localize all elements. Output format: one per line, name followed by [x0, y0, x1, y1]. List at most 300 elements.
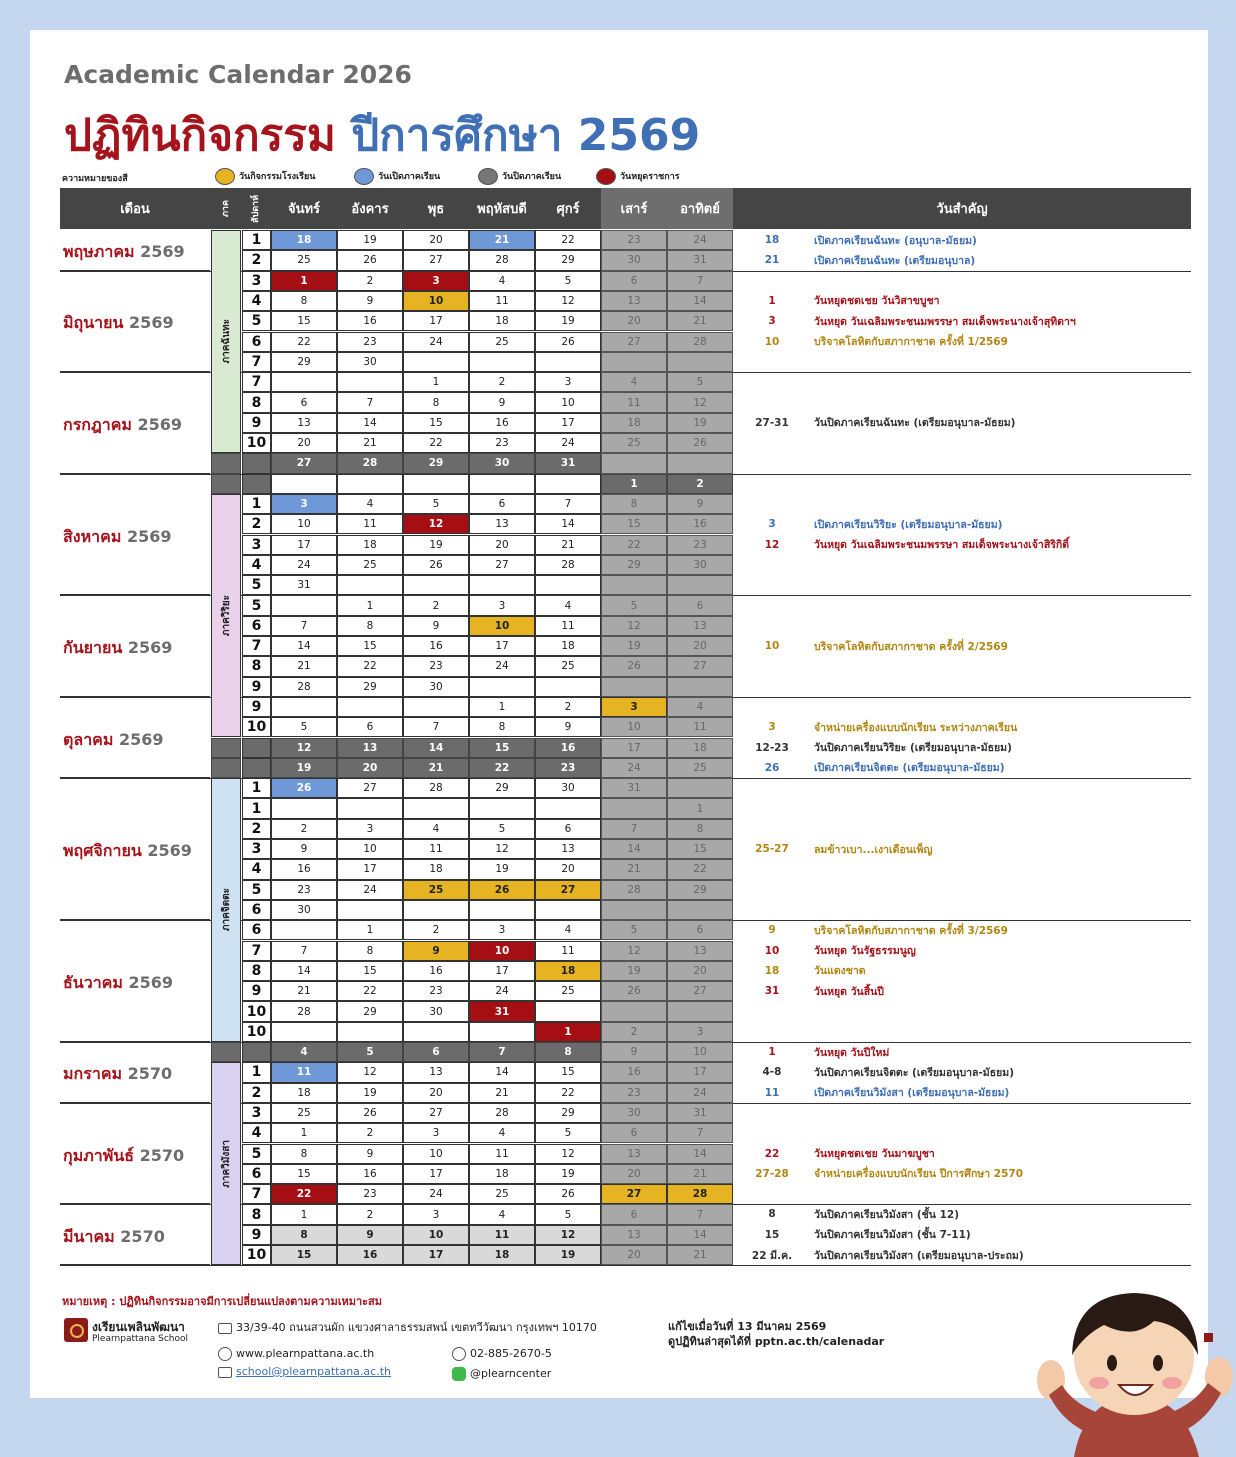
day-cell[interactable]: 5 — [337, 1042, 403, 1062]
day-cell[interactable]: 17 — [535, 413, 601, 433]
day-cell[interactable]: 12 — [601, 616, 667, 636]
day-cell[interactable]: 31 — [667, 250, 733, 270]
day-cell[interactable]: 21 — [271, 981, 337, 1001]
day-cell[interactable]: 6 — [601, 271, 667, 291]
day-cell[interactable] — [271, 372, 337, 392]
day-cell[interactable]: 29 — [337, 1001, 403, 1021]
day-cell[interactable]: 14 — [601, 839, 667, 859]
day-cell[interactable]: 6 — [403, 1042, 469, 1062]
day-cell[interactable]: 15 — [337, 961, 403, 981]
day-cell[interactable] — [535, 798, 601, 818]
day-cell[interactable]: 13 — [403, 1062, 469, 1082]
day-cell[interactable]: 2 — [337, 1204, 403, 1224]
day-cell[interactable]: 30 — [469, 453, 535, 473]
day-cell[interactable]: 13 — [601, 1225, 667, 1245]
day-cell[interactable]: 28 — [469, 250, 535, 270]
day-cell[interactable]: 5 — [535, 1123, 601, 1143]
day-cell[interactable]: 21 — [337, 433, 403, 453]
day-cell[interactable]: 23 — [601, 1083, 667, 1103]
day-cell[interactable]: 3 — [469, 595, 535, 615]
day-cell[interactable]: 19 — [469, 859, 535, 879]
day-cell[interactable]: 21 — [535, 535, 601, 555]
day-cell[interactable]: 10 — [469, 616, 535, 636]
day-cell[interactable]: 9 — [271, 839, 337, 859]
day-cell[interactable]: 5 — [403, 494, 469, 514]
day-cell[interactable]: 9 — [337, 1225, 403, 1245]
day-cell[interactable] — [535, 352, 601, 372]
day-cell[interactable]: 28 — [271, 1001, 337, 1021]
day-cell[interactable]: 11 — [601, 392, 667, 412]
day-cell[interactable] — [601, 575, 667, 595]
day-cell[interactable]: 10 — [403, 291, 469, 311]
day-cell[interactable]: 11 — [535, 616, 601, 636]
day-cell[interactable]: 11 — [337, 514, 403, 534]
day-cell[interactable] — [535, 900, 601, 920]
day-cell[interactable]: 15 — [271, 1245, 337, 1265]
day-cell[interactable]: 1 — [469, 697, 535, 717]
day-cell[interactable]: 25 — [271, 1103, 337, 1123]
day-cell[interactable]: 29 — [667, 880, 733, 900]
day-cell[interactable]: 25 — [469, 332, 535, 352]
day-cell[interactable] — [667, 575, 733, 595]
day-cell[interactable]: 10 — [271, 514, 337, 534]
day-cell[interactable]: 8 — [337, 616, 403, 636]
day-cell[interactable]: 7 — [667, 1204, 733, 1224]
day-cell[interactable]: 3 — [403, 271, 469, 291]
day-cell[interactable] — [469, 474, 535, 494]
day-cell[interactable] — [601, 900, 667, 920]
day-cell[interactable]: 6 — [469, 494, 535, 514]
day-cell[interactable]: 7 — [403, 717, 469, 737]
day-cell[interactable]: 15 — [667, 839, 733, 859]
day-cell[interactable]: 29 — [271, 352, 337, 372]
day-cell[interactable]: 13 — [337, 738, 403, 758]
day-cell[interactable]: 19 — [601, 961, 667, 981]
day-cell[interactable]: 20 — [601, 1164, 667, 1184]
day-cell[interactable]: 11 — [271, 1062, 337, 1082]
day-cell[interactable]: 28 — [667, 332, 733, 352]
day-cell[interactable]: 12 — [337, 1062, 403, 1082]
day-cell[interactable]: 7 — [535, 494, 601, 514]
day-cell[interactable]: 20 — [469, 535, 535, 555]
day-cell[interactable]: 22 — [535, 1083, 601, 1103]
day-cell[interactable]: 30 — [271, 900, 337, 920]
day-cell[interactable]: 10 — [535, 392, 601, 412]
day-cell[interactable]: 14 — [667, 291, 733, 311]
day-cell[interactable]: 12 — [469, 839, 535, 859]
day-cell[interactable]: 15 — [535, 1062, 601, 1082]
day-cell[interactable]: 18 — [403, 859, 469, 879]
day-cell[interactable]: 4 — [535, 920, 601, 940]
day-cell[interactable]: 15 — [337, 636, 403, 656]
day-cell[interactable]: 26 — [667, 433, 733, 453]
day-cell[interactable]: 25 — [469, 1184, 535, 1204]
day-cell[interactable]: 13 — [469, 514, 535, 534]
day-cell[interactable]: 16 — [667, 514, 733, 534]
day-cell[interactable]: 1 — [535, 1022, 601, 1042]
day-cell[interactable]: 9 — [337, 1144, 403, 1164]
day-cell[interactable] — [469, 352, 535, 372]
day-cell[interactable]: 10 — [601, 717, 667, 737]
day-cell[interactable]: 14 — [667, 1225, 733, 1245]
day-cell[interactable]: 8 — [601, 494, 667, 514]
day-cell[interactable]: 3 — [535, 372, 601, 392]
day-cell[interactable]: 6 — [535, 819, 601, 839]
day-cell[interactable]: 3 — [601, 697, 667, 717]
day-cell[interactable]: 1 — [337, 920, 403, 940]
day-cell[interactable]: 19 — [535, 1245, 601, 1265]
day-cell[interactable]: 11 — [469, 291, 535, 311]
day-cell[interactable]: 20 — [403, 230, 469, 250]
day-cell[interactable]: 18 — [337, 535, 403, 555]
day-cell[interactable]: 1 — [667, 798, 733, 818]
day-cell[interactable]: 19 — [337, 1083, 403, 1103]
day-cell[interactable]: 24 — [403, 332, 469, 352]
day-cell[interactable]: 27 — [271, 453, 337, 473]
day-cell[interactable]: 6 — [337, 717, 403, 737]
day-cell[interactable]: 21 — [667, 1245, 733, 1265]
day-cell[interactable] — [667, 778, 733, 798]
day-cell[interactable]: 5 — [271, 717, 337, 737]
day-cell[interactable]: 23 — [535, 758, 601, 778]
day-cell[interactable]: 17 — [403, 311, 469, 331]
day-cell[interactable]: 27 — [535, 880, 601, 900]
day-cell[interactable]: 3 — [667, 1022, 733, 1042]
day-cell[interactable]: 27 — [601, 332, 667, 352]
day-cell[interactable]: 7 — [667, 1123, 733, 1143]
day-cell[interactable]: 22 — [535, 230, 601, 250]
day-cell[interactable]: 27 — [667, 981, 733, 1001]
day-cell[interactable]: 16 — [271, 859, 337, 879]
day-cell[interactable]: 20 — [601, 1245, 667, 1265]
day-cell[interactable] — [271, 920, 337, 940]
day-cell[interactable]: 25 — [337, 555, 403, 575]
day-cell[interactable]: 24 — [337, 880, 403, 900]
day-cell[interactable] — [469, 575, 535, 595]
day-cell[interactable] — [667, 453, 733, 473]
day-cell[interactable]: 11 — [403, 839, 469, 859]
day-cell[interactable] — [469, 677, 535, 697]
day-cell[interactable]: 29 — [469, 778, 535, 798]
day-cell[interactable] — [601, 798, 667, 818]
day-cell[interactable]: 16 — [337, 1164, 403, 1184]
day-cell[interactable] — [337, 474, 403, 494]
day-cell[interactable]: 22 — [271, 332, 337, 352]
day-cell[interactable]: 6 — [601, 1204, 667, 1224]
day-cell[interactable]: 8 — [271, 1225, 337, 1245]
day-cell[interactable]: 3 — [271, 494, 337, 514]
day-cell[interactable]: 24 — [667, 1083, 733, 1103]
day-cell[interactable]: 30 — [337, 352, 403, 372]
day-cell[interactable]: 4 — [403, 819, 469, 839]
day-cell[interactable]: 26 — [601, 656, 667, 676]
day-cell[interactable]: 13 — [601, 291, 667, 311]
day-cell[interactable]: 17 — [403, 1164, 469, 1184]
day-cell[interactable]: 28 — [403, 778, 469, 798]
day-cell[interactable] — [667, 1001, 733, 1021]
day-cell[interactable] — [667, 352, 733, 372]
day-cell[interactable] — [403, 798, 469, 818]
day-cell[interactable]: 18 — [469, 1164, 535, 1184]
day-cell[interactable] — [667, 900, 733, 920]
day-cell[interactable]: 29 — [535, 250, 601, 270]
day-cell[interactable]: 24 — [667, 230, 733, 250]
day-cell[interactable]: 23 — [403, 656, 469, 676]
day-cell[interactable] — [535, 1001, 601, 1021]
day-cell[interactable]: 26 — [601, 981, 667, 1001]
day-cell[interactable]: 19 — [535, 1164, 601, 1184]
day-cell[interactable]: 4 — [337, 494, 403, 514]
day-cell[interactable]: 14 — [667, 1144, 733, 1164]
day-cell[interactable]: 2 — [667, 474, 733, 494]
day-cell[interactable]: 12 — [403, 514, 469, 534]
day-cell[interactable]: 30 — [403, 677, 469, 697]
day-cell[interactable] — [403, 474, 469, 494]
day-cell[interactable]: 26 — [337, 1103, 403, 1123]
day-cell[interactable]: 22 — [337, 981, 403, 1001]
day-cell[interactable]: 18 — [601, 413, 667, 433]
day-cell[interactable]: 5 — [667, 372, 733, 392]
day-cell[interactable]: 18 — [469, 311, 535, 331]
day-cell[interactable]: 2 — [403, 920, 469, 940]
day-cell[interactable]: 26 — [337, 250, 403, 270]
day-cell[interactable]: 16 — [337, 311, 403, 331]
day-cell[interactable] — [337, 697, 403, 717]
day-cell[interactable]: 21 — [403, 758, 469, 778]
day-cell[interactable]: 9 — [667, 494, 733, 514]
day-cell[interactable]: 13 — [271, 413, 337, 433]
day-cell[interactable]: 8 — [271, 291, 337, 311]
day-cell[interactable]: 23 — [337, 1184, 403, 1204]
day-cell[interactable]: 4 — [469, 1204, 535, 1224]
day-cell[interactable]: 27 — [601, 1184, 667, 1204]
day-cell[interactable]: 18 — [535, 961, 601, 981]
day-cell[interactable]: 20 — [667, 636, 733, 656]
day-cell[interactable]: 21 — [469, 230, 535, 250]
day-cell[interactable]: 5 — [535, 1204, 601, 1224]
day-cell[interactable] — [271, 697, 337, 717]
day-cell[interactable]: 19 — [535, 311, 601, 331]
day-cell[interactable]: 26 — [535, 332, 601, 352]
day-cell[interactable]: 26 — [403, 555, 469, 575]
day-cell[interactable]: 24 — [271, 555, 337, 575]
day-cell[interactable]: 29 — [337, 677, 403, 697]
day-cell[interactable] — [469, 798, 535, 818]
day-cell[interactable] — [535, 677, 601, 697]
day-cell[interactable]: 24 — [601, 758, 667, 778]
day-cell[interactable]: 29 — [403, 453, 469, 473]
day-cell[interactable]: 5 — [601, 920, 667, 940]
day-cell[interactable]: 2 — [271, 819, 337, 839]
day-cell[interactable]: 11 — [469, 1225, 535, 1245]
day-cell[interactable]: 3 — [403, 1123, 469, 1143]
day-cell[interactable]: 6 — [271, 392, 337, 412]
day-cell[interactable]: 24 — [469, 656, 535, 676]
day-cell[interactable]: 20 — [337, 758, 403, 778]
day-cell[interactable] — [469, 1022, 535, 1042]
day-cell[interactable]: 2 — [601, 1022, 667, 1042]
day-cell[interactable]: 25 — [535, 981, 601, 1001]
day-cell[interactable]: 31 — [535, 453, 601, 473]
day-cell[interactable]: 28 — [271, 677, 337, 697]
day-cell[interactable]: 12 — [535, 1225, 601, 1245]
day-cell[interactable]: 4 — [469, 271, 535, 291]
day-cell[interactable]: 27 — [469, 555, 535, 575]
day-cell[interactable]: 7 — [271, 941, 337, 961]
day-cell[interactable]: 28 — [337, 453, 403, 473]
day-cell[interactable]: 29 — [535, 1103, 601, 1123]
day-cell[interactable]: 5 — [601, 595, 667, 615]
day-cell[interactable]: 23 — [271, 880, 337, 900]
day-cell[interactable]: 1 — [601, 474, 667, 494]
day-cell[interactable]: 16 — [403, 961, 469, 981]
day-cell[interactable]: 2 — [535, 697, 601, 717]
day-cell[interactable]: 4 — [535, 595, 601, 615]
day-cell[interactable]: 30 — [667, 555, 733, 575]
day-cell[interactable]: 25 — [667, 758, 733, 778]
day-cell[interactable]: 7 — [337, 392, 403, 412]
day-cell[interactable]: 6 — [601, 1123, 667, 1143]
day-cell[interactable]: 9 — [535, 717, 601, 737]
day-cell[interactable]: 18 — [271, 1083, 337, 1103]
day-cell[interactable]: 26 — [535, 1184, 601, 1204]
day-cell[interactable]: 12 — [601, 941, 667, 961]
day-cell[interactable]: 11 — [535, 941, 601, 961]
day-cell[interactable]: 24 — [403, 1184, 469, 1204]
day-cell[interactable]: 31 — [601, 778, 667, 798]
day-cell[interactable]: 21 — [667, 311, 733, 331]
day-cell[interactable]: 13 — [535, 839, 601, 859]
day-cell[interactable]: 1 — [271, 1204, 337, 1224]
day-cell[interactable]: 6 — [667, 920, 733, 940]
day-cell[interactable]: 30 — [601, 250, 667, 270]
day-cell[interactable] — [535, 575, 601, 595]
day-cell[interactable]: 14 — [271, 636, 337, 656]
day-cell[interactable]: 22 — [667, 859, 733, 879]
day-cell[interactable]: 19 — [667, 413, 733, 433]
day-cell[interactable]: 2 — [337, 271, 403, 291]
day-cell[interactable]: 3 — [337, 819, 403, 839]
day-cell[interactable]: 8 — [535, 1042, 601, 1062]
day-cell[interactable]: 24 — [469, 981, 535, 1001]
day-cell[interactable]: 5 — [469, 819, 535, 839]
day-cell[interactable]: 10 — [667, 1042, 733, 1062]
day-cell[interactable]: 18 — [535, 636, 601, 656]
day-cell[interactable]: 13 — [667, 941, 733, 961]
day-cell[interactable]: 25 — [271, 250, 337, 270]
day-cell[interactable]: 28 — [667, 1184, 733, 1204]
day-cell[interactable]: 22 — [601, 535, 667, 555]
day-cell[interactable]: 25 — [601, 433, 667, 453]
day-cell[interactable]: 20 — [601, 311, 667, 331]
day-cell[interactable]: 3 — [403, 1204, 469, 1224]
day-cell[interactable] — [601, 1001, 667, 1021]
day-cell[interactable] — [601, 352, 667, 372]
day-cell[interactable] — [403, 575, 469, 595]
day-cell[interactable]: 8 — [469, 717, 535, 737]
day-cell[interactable]: 14 — [535, 514, 601, 534]
day-cell[interactable]: 11 — [469, 1144, 535, 1164]
day-cell[interactable]: 19 — [403, 535, 469, 555]
day-cell[interactable]: 1 — [337, 595, 403, 615]
day-cell[interactable]: 9 — [403, 616, 469, 636]
day-cell[interactable]: 15 — [271, 1164, 337, 1184]
day-cell[interactable]: 4 — [271, 1042, 337, 1062]
email-link[interactable] — [218, 1365, 391, 1378]
day-cell[interactable]: 27 — [403, 250, 469, 270]
day-cell[interactable] — [403, 352, 469, 372]
day-cell[interactable]: 25 — [403, 880, 469, 900]
day-cell[interactable]: 21 — [667, 1164, 733, 1184]
day-cell[interactable] — [403, 900, 469, 920]
day-cell[interactable]: 21 — [271, 656, 337, 676]
day-cell[interactable]: 23 — [469, 433, 535, 453]
day-cell[interactable]: 28 — [535, 555, 601, 575]
day-cell[interactable]: 19 — [601, 636, 667, 656]
day-cell[interactable]: 5 — [535, 271, 601, 291]
day-cell[interactable]: 16 — [601, 1062, 667, 1082]
day-cell[interactable]: 9 — [403, 941, 469, 961]
day-cell[interactable]: 27 — [337, 778, 403, 798]
day-cell[interactable]: 9 — [337, 291, 403, 311]
day-cell[interactable]: 27 — [403, 1103, 469, 1123]
day-cell[interactable]: 2 — [403, 595, 469, 615]
day-cell[interactable] — [271, 798, 337, 818]
day-cell[interactable]: 14 — [403, 738, 469, 758]
day-cell[interactable]: 9 — [469, 392, 535, 412]
day-cell[interactable]: 16 — [469, 413, 535, 433]
day-cell[interactable]: 17 — [601, 738, 667, 758]
day-cell[interactable]: 9 — [601, 1042, 667, 1062]
day-cell[interactable] — [337, 1022, 403, 1042]
day-cell[interactable]: 4 — [667, 697, 733, 717]
day-cell[interactable]: 7 — [601, 819, 667, 839]
day-cell[interactable] — [337, 798, 403, 818]
day-cell[interactable]: 8 — [667, 819, 733, 839]
day-cell[interactable]: 4 — [601, 372, 667, 392]
day-cell[interactable]: 15 — [271, 311, 337, 331]
day-cell[interactable]: 17 — [469, 636, 535, 656]
day-cell[interactable] — [601, 677, 667, 697]
day-cell[interactable]: 14 — [337, 413, 403, 433]
day-cell[interactable]: 7 — [271, 616, 337, 636]
website-link[interactable] — [218, 1347, 374, 1361]
day-cell[interactable]: 4 — [469, 1123, 535, 1143]
day-cell[interactable]: 12 — [535, 291, 601, 311]
day-cell[interactable]: 28 — [469, 1103, 535, 1123]
day-cell[interactable]: 8 — [271, 1144, 337, 1164]
day-cell[interactable]: 29 — [601, 555, 667, 575]
day-cell[interactable]: 2 — [469, 372, 535, 392]
day-cell[interactable]: 28 — [601, 880, 667, 900]
day-cell[interactable] — [403, 1022, 469, 1042]
day-cell[interactable]: 26 — [469, 880, 535, 900]
day-cell[interactable] — [403, 697, 469, 717]
day-cell[interactable]: 20 — [667, 961, 733, 981]
day-cell[interactable]: 1 — [271, 271, 337, 291]
day-cell[interactable]: 10 — [403, 1225, 469, 1245]
day-cell[interactable]: 13 — [601, 1144, 667, 1164]
day-cell[interactable]: 22 — [403, 433, 469, 453]
day-cell[interactable]: 14 — [271, 961, 337, 981]
day-cell[interactable]: 11 — [667, 717, 733, 737]
day-cell[interactable]: 23 — [337, 332, 403, 352]
day-cell[interactable]: 24 — [535, 433, 601, 453]
day-cell[interactable] — [469, 900, 535, 920]
day-cell[interactable]: 23 — [601, 230, 667, 250]
day-cell[interactable]: 15 — [469, 738, 535, 758]
day-cell[interactable]: 7 — [667, 271, 733, 291]
